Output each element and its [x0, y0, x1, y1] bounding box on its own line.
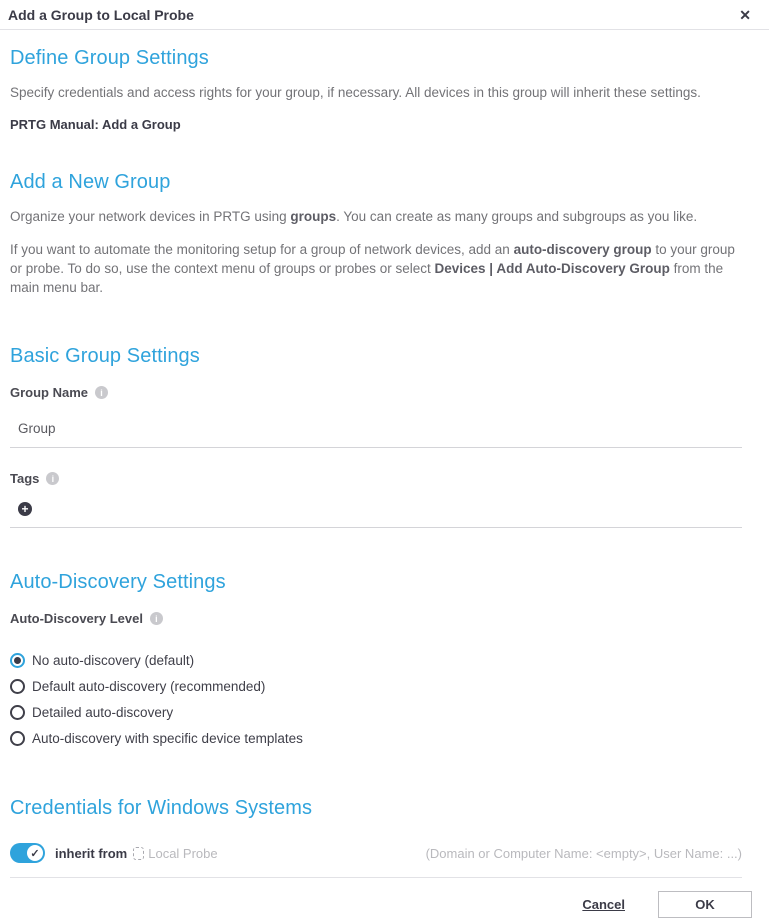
heading-basic-group-settings: Basic Group Settings	[10, 345, 200, 367]
auto-discovery-level-label-row	[10, 611, 742, 626]
tags-label-row	[10, 471, 742, 486]
inherit-credentials-row	[10, 841, 742, 865]
footer-divider	[10, 877, 742, 878]
group-name-label: Group Name	[10, 385, 89, 400]
cancel-button[interactable]: Cancel	[582, 897, 625, 912]
add-tag-icon[interactable]: +	[18, 502, 32, 516]
heading-credentials-windows: Credentials for Windows Systems	[10, 797, 313, 819]
ok-button[interactable]: OK	[658, 891, 752, 918]
radio-button-icon[interactable]	[10, 653, 25, 668]
probe-icon	[133, 847, 144, 860]
auto-discovery-options	[10, 647, 742, 751]
auto-discovery-level-label: Auto-Discovery Level	[10, 611, 143, 626]
radio-auto-discovery-templates[interactable]: Auto-discovery with specific device templates	[10, 725, 742, 751]
heading-define-group-settings: Define Group Settings	[10, 47, 209, 69]
info-icon[interactable]: i	[95, 386, 108, 399]
inherit-target-label: Local Probe	[148, 845, 218, 861]
group-name-field-wrap	[10, 414, 742, 448]
add-new-group-paragraph-1: Organize your network devices in PRTG using groups. You can create as many groups and subgroups as you like.	[10, 209, 698, 224]
tags-field-wrap	[10, 500, 742, 528]
radio-button-icon[interactable]	[10, 731, 25, 746]
tags-label: Tags	[10, 471, 40, 486]
radio-detailed-auto-discovery[interactable]: Detailed auto-discovery	[10, 699, 742, 725]
define-description: Specify credentials and access rights for your group, if necessary. All devices in this group will inherit these settings.	[10, 85, 701, 100]
group-name-label-row	[10, 385, 742, 400]
radio-button-icon[interactable]	[10, 705, 25, 720]
info-icon[interactable]: i	[46, 472, 59, 485]
inherit-toggle[interactable]	[10, 843, 45, 863]
radio-default-auto-discovery[interactable]: Default auto-discovery (recommended)	[10, 673, 742, 699]
radio-no-auto-discovery[interactable]: No auto-discovery (default)	[10, 647, 742, 673]
heading-add-new-group: Add a New Group	[10, 171, 171, 193]
radio-button-icon[interactable]	[10, 679, 25, 694]
dialog-content	[0, 47, 769, 878]
heading-auto-discovery-settings: Auto-Discovery Settings	[10, 571, 226, 593]
dialog-header	[0, 0, 769, 30]
dialog-footer	[0, 891, 769, 918]
prtg-manual-link[interactable]: PRTG Manual: Add a Group	[10, 117, 181, 132]
add-new-group-paragraph-2: If you want to automate the monitoring setup for a group of network devices, add an auto-discovery group to your group or probe. To do so, use the context menu of groups or probes or select Devices | Add Auto-Discovery Group from the main menu bar.	[10, 242, 735, 295]
toggle-check-icon: ✓	[27, 845, 43, 861]
inherit-from-label: inherit from	[55, 845, 128, 861]
info-icon[interactable]: i	[150, 612, 163, 625]
close-icon[interactable]: ✕	[739, 6, 751, 23]
inherited-settings-hint: (Domain or Computer Name: <empty>, User Name: ...)	[425, 845, 742, 861]
group-name-input[interactable]	[18, 421, 742, 436]
dialog-title: Add a Group to Local Probe	[8, 6, 194, 23]
